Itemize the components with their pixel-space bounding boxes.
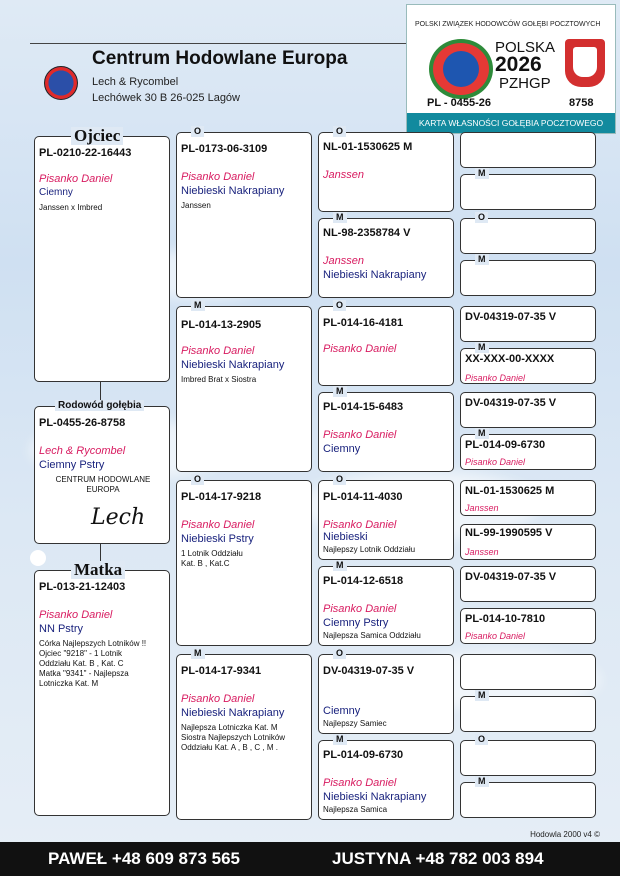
- footer-contact-right: JUSTYNA +48 782 003 894: [332, 849, 544, 868]
- ggp-breeder: Janssen: [323, 255, 364, 267]
- ggp-note: Najlepszy Samiec: [323, 719, 387, 728]
- subject-signature: Lech: [91, 505, 146, 530]
- gggp-box: [460, 524, 596, 560]
- gggp-box: [460, 132, 596, 168]
- male-label: O: [333, 300, 346, 311]
- gggp-ring: NL-01-1530625 M: [465, 485, 555, 497]
- subject-line1: CENTRUM HODOWLANE: [55, 475, 151, 484]
- grandparent-note: Najlepsza Lotniczka Kat. M: [181, 723, 278, 732]
- gggp-breeder: Janssen: [465, 503, 499, 513]
- father-note: Janssen x Imbred: [39, 203, 103, 212]
- male-label: O: [191, 474, 204, 485]
- grandparent-box: [176, 474, 312, 646]
- mother-note: Lotniczka Kat. M: [39, 679, 99, 688]
- male-label: O: [475, 212, 488, 223]
- father-breeder: Pisanko Daniel: [39, 173, 113, 185]
- female-label: M: [333, 560, 347, 571]
- gggp-box: [460, 654, 596, 690]
- gggp-ring: DV-04319-07-35 V: [465, 397, 557, 409]
- female-label: M: [475, 254, 489, 265]
- gggp-box: [460, 608, 596, 644]
- male-label: O: [333, 648, 346, 659]
- grandparent-note: Imbred Brat x Siostra: [181, 375, 257, 384]
- grandparent-note: Oddziału Kat. A , B , C , M .: [181, 743, 278, 752]
- female-label: M: [333, 734, 347, 745]
- grandparent-note: 1 Lotnik Oddziału: [181, 549, 243, 558]
- grandparent-box: [176, 300, 312, 472]
- grandparent-note: Kat. B , Kat.C: [181, 559, 230, 568]
- female-label: M: [333, 386, 347, 397]
- grandparent-ring: PL-014-17-9218: [181, 491, 262, 503]
- gggp-box: [460, 690, 596, 732]
- page-title: Centrum Hodowlane Europa: [92, 48, 348, 69]
- ggp-ring: PL-014-09-6730: [323, 749, 404, 761]
- card-year: 2026: [495, 53, 542, 76]
- club-logo-icon: [44, 66, 78, 100]
- father-box: [34, 126, 170, 382]
- grandparent-box: [176, 648, 312, 820]
- ggp-ring: PL-014-12-6518: [323, 575, 404, 587]
- male-label: O: [191, 126, 204, 137]
- footer-bar: [0, 842, 620, 876]
- ggp-breeder: Pisanko Daniel: [323, 343, 397, 355]
- ggp-breeder: Pisanko Daniel: [323, 429, 397, 441]
- ggp-box: [318, 300, 454, 386]
- mother-note: Oddziału Kat. B , Kat. C: [39, 659, 124, 668]
- ggp-breeder: Janssen: [323, 169, 364, 181]
- ggp-ring: NL-01-1530625 M: [323, 141, 413, 153]
- gggp-box: [460, 392, 596, 428]
- ggp-breeder: Pisanko Daniel: [323, 603, 397, 615]
- ggp-color: Niebieski Nakrapiany: [323, 269, 427, 281]
- gggp-box: [460, 776, 596, 818]
- gggp-box: [460, 480, 596, 516]
- ggp-ring: NL-98-2358784 V: [323, 227, 411, 239]
- ggp-note: Najlepszy Lotnik Oddziału: [323, 545, 416, 554]
- grandparent-ring: PL-0173-06-3109: [181, 143, 268, 155]
- mother-note: Matka "9341" - Najlepsza: [39, 669, 129, 678]
- male-label: O: [333, 474, 346, 485]
- gggp-ring: PL-014-10-7810: [465, 613, 546, 625]
- card-footer: KARTA WŁASNOŚCI GOŁĘBIA POCZTOWEGO: [407, 113, 615, 133]
- gggp-breeder: Pisanko Daniel: [465, 373, 526, 383]
- ggp-ring: PL-014-16-4181: [323, 317, 404, 329]
- grandparent-breeder: Pisanko Daniel: [181, 519, 255, 531]
- gggp-breeder: Janssen: [465, 547, 499, 557]
- grandparent-note: Siostra Najlepszych Lotników: [181, 733, 286, 742]
- mother-label: Matka: [71, 561, 125, 579]
- female-label: M: [191, 300, 205, 311]
- gggp-ring: NL-99-1990595 V: [465, 527, 553, 539]
- card-number: 8758: [569, 97, 594, 109]
- ggp-box: [318, 648, 454, 734]
- grandparent-breeder: Pisanko Daniel: [181, 693, 255, 705]
- gggp-ring: PL-014-09-6730: [465, 439, 546, 451]
- grandparent-color: Niebieski Nakrapiany: [181, 185, 285, 197]
- grandparent-breeder: Pisanko Daniel: [181, 171, 255, 183]
- mother-color: NN Pstry: [39, 623, 83, 635]
- subject-ring: PL-0455-26-8758: [39, 417, 126, 429]
- ggp-ring: PL-014-15-6483: [323, 401, 404, 413]
- gggp-breeder: Pisanko Daniel: [465, 457, 526, 467]
- ggp-ring: PL-014-11-4030: [323, 491, 403, 503]
- grandparent-color: Niebieski Nakrapiany: [181, 359, 285, 371]
- header-rule: [30, 43, 410, 44]
- ggp-color: Ciemny: [323, 705, 361, 717]
- grandparent-note: Janssen: [181, 201, 211, 210]
- gggp-box: [460, 428, 596, 470]
- ggp-color: Niebieski Nakrapiany: [323, 791, 427, 803]
- ggp-box: [318, 212, 454, 298]
- gggp-box: [460, 254, 596, 296]
- female-label: M: [333, 212, 347, 223]
- mother-note: Ojciec "9218" - 1 Lotnik: [39, 649, 123, 658]
- gggp-ring: DV-04319-07-35 V: [465, 311, 557, 323]
- ggp-breeder: Pisanko Daniel: [323, 777, 397, 789]
- male-label: O: [475, 734, 488, 745]
- polish-eagle-icon: [565, 39, 605, 87]
- footer-contact-left: PAWEŁ +48 609 873 565: [48, 849, 241, 868]
- gggp-box: [460, 212, 596, 254]
- father-label: Ojciec: [71, 127, 123, 145]
- ggp-note: Najlepsza Samica: [323, 805, 388, 814]
- pzhgp-logo-icon: [429, 39, 493, 99]
- card-header-text: POLSKI ZWIĄZEK HODOWCÓW GOŁĘBI POCZTOWYCH: [415, 21, 601, 28]
- female-label: M: [475, 342, 489, 353]
- ownership-card: [406, 4, 616, 134]
- ggp-color: Ciemny Pstry: [323, 617, 389, 629]
- gggp-box: [460, 306, 596, 342]
- subject-box: [34, 400, 170, 544]
- gggp-box: [460, 168, 596, 210]
- grandparent-box: [176, 126, 312, 298]
- software-version: Hodowla 2000 v4 ©: [530, 830, 600, 839]
- female-label: M: [475, 168, 489, 179]
- gggp-ring: XX-XXX-00-XXXX: [465, 353, 555, 365]
- female-label: M: [475, 428, 489, 439]
- ggp-box: [318, 560, 454, 646]
- female-label: M: [191, 648, 205, 659]
- mother-breeder: Pisanko Daniel: [39, 609, 113, 621]
- gggp-ring: DV-04319-07-35 V: [465, 571, 557, 583]
- ggp-breeder: Pisanko Daniel: [323, 519, 397, 531]
- owner-address: Lechówek 30 B 26-025 Lagów: [92, 92, 240, 104]
- ggp-ring: DV-04319-07-35 V: [323, 665, 415, 677]
- subject-breeder: Lech & Rycombel: [39, 445, 126, 457]
- ggp-box: [318, 386, 454, 472]
- binder-hole: [30, 550, 46, 566]
- father-color: Ciemny: [39, 187, 73, 198]
- grandparent-ring: PL-014-13-2905: [181, 319, 262, 331]
- ggp-box: [318, 734, 454, 820]
- ggp-color: Niebieski: [323, 531, 368, 543]
- binder-hole: [36, 314, 52, 330]
- subject-line2: EUROPA: [86, 485, 120, 494]
- gggp-box: [460, 734, 596, 776]
- pedigree-label: Rodowód gołębia: [55, 400, 144, 411]
- gggp-box: [460, 566, 596, 602]
- card-ring: PL - 0455-26: [427, 97, 492, 109]
- male-label: O: [333, 126, 346, 137]
- grandparent-color: Niebieski Pstry: [181, 533, 254, 545]
- ggp-box: [318, 474, 454, 560]
- mother-box: [34, 560, 170, 816]
- gggp-box: [460, 342, 596, 384]
- grandparent-breeder: Pisanko Daniel: [181, 345, 255, 357]
- subject-color: Ciemny Pstry: [39, 459, 105, 471]
- father-ring: PL-0210-22-16443: [39, 147, 132, 159]
- female-label: M: [475, 690, 489, 701]
- grandparent-ring: PL-014-17-9341: [181, 665, 262, 677]
- card-org: PZHGP: [499, 75, 551, 92]
- mother-note: Córka Najlepszych Lotników !!: [39, 639, 147, 648]
- mother-ring: PL-013-21-12403: [39, 581, 126, 593]
- gggp-breeder: Pisanko Daniel: [465, 631, 526, 641]
- ggp-color: Ciemny: [323, 443, 361, 455]
- ggp-box: [318, 126, 454, 212]
- owner-name: Lech & Rycombel: [92, 76, 179, 88]
- ggp-note: Najlepsza Samica Oddziału: [323, 631, 421, 640]
- grandparent-color: Niebieski Nakrapiany: [181, 707, 285, 719]
- female-label: M: [475, 776, 489, 787]
- card-country: POLSKA: [495, 39, 556, 56]
